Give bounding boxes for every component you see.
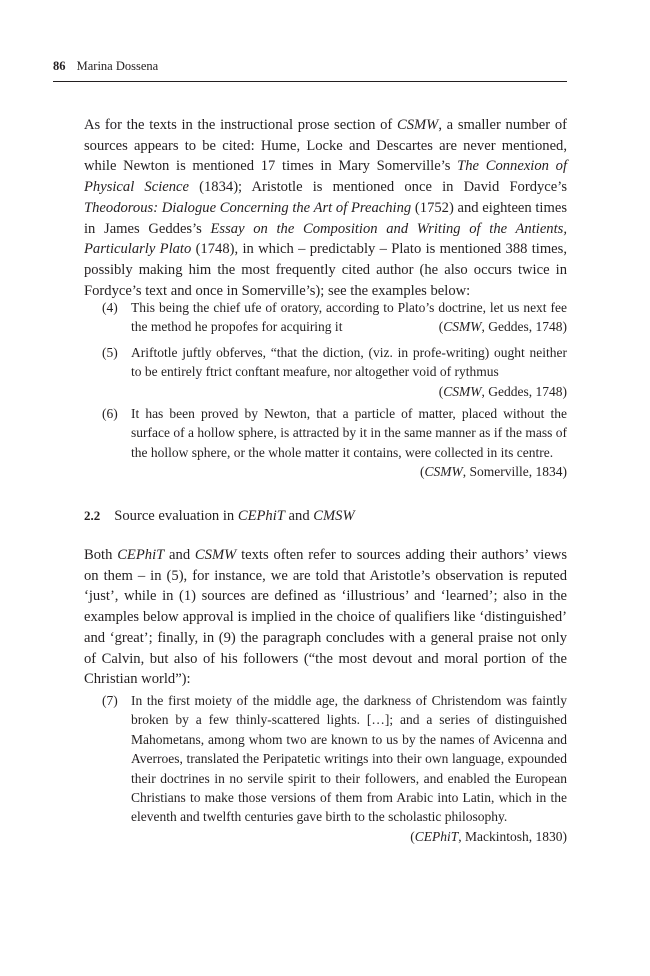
example-number: (6)	[102, 406, 118, 421]
example-citation: (CSMW, Geddes, 1748)	[438, 319, 567, 335]
example-7	[102, 691, 567, 846]
example-5	[102, 343, 567, 401]
running-header	[53, 59, 158, 74]
section-heading: 2.2 Source evaluation in CEPhiT and CMSW	[84, 508, 355, 524]
header-rule	[53, 81, 567, 82]
example-number: (7)	[102, 693, 118, 708]
example-4	[102, 298, 567, 337]
example-number: (5)	[102, 345, 118, 360]
paragraph-source-evaluation: Both CEPhiT and CSMW texts often refer to sources adding their authors’ views on them – in (5), for instance, we are told that Aristotle’s observation is reputed ‘just’, while in (1) sources are defined as ‘illustrious’ and ‘learned’; also in the examples below approval is implied in the choice of qualifiers like ‘distinguished’ and ‘great’; finally, in (9) the paragraph concludes with a general praise not only of Calvin, but also of his followers (“the most devout and moral portion of the Christian world”):	[84, 547, 567, 688]
section-number: 2.2	[84, 508, 101, 523]
example-text: It has been proved by Newton, that a particle of matter, placed without the surface of a hollow sphere, is attracted by it in the same manner as if the mass of the hollow sphere, or the whole matter it contains, were collected in its centre. (CSMW, Somerville, 1834)	[131, 404, 567, 462]
example-text: This being the chief ufe of oratory, according to Plato’s doctrine, let us next fee the method he propofes for acquiring it (CSMW, Geddes, 1748)	[131, 298, 567, 337]
example-text: In the first moiety of the middle age, the darkness of Christendom was faintly broken by a few thinly-scattered lights. […]; and a series of distinguished Mahometans, among whom two are known to us by the names of Avicenna and Averroes, translated the Peripatetic writings into their own language, expounded their doctrines in no servile spirit to their followers, and enabled the European Christians to make those versions of them from Arabic into Latin, which in the eleventh and twelfth centuries gave birth to the scholastic philosophy. (CEPhiT, Mackintosh, 1830)	[131, 691, 567, 827]
example-citation: (CSMW, Geddes, 1748)	[438, 383, 567, 399]
example-citation: (CSMW, Somerville, 1834)	[420, 464, 567, 480]
running-author: Marina Dossena	[76, 59, 159, 73]
page-number: 86	[53, 59, 66, 73]
example-6	[102, 404, 567, 482]
paragraph-instructional-prose: As for the texts in the instructional prose section of CSMW, a smaller number of sources appears to be cited: Hume, Locke and Descartes are never mentioned, while Newton is mentioned 17 times in Mary Somerville’s The Connexion of Physical Science (1834); Aristotle is mentioned once in David Fordyce’s Theodorous: Dialogue Concerning the Art of Preaching (1752) and eighteen times in James Geddes’s Essay on the Composition and Writing of the Antients, Particularly Plato (1748), in which – predictably – Plato is mentioned 388 times, possibly making him the most frequently cited author (he also occurs twice in Fordyce’s text and once in Somerville’s); see the examples below:	[84, 117, 567, 299]
example-citation: (CEPhiT, Mackintosh, 1830)	[410, 828, 567, 844]
example-text: Ariftotle juftly obferves, “that the diction, (viz. in profe-writing) ought neither to be entirely ftrict conftant meafure, nor altogether void of rythmus (CSMW, Geddes, 1748)	[131, 343, 567, 401]
example-number: (4)	[102, 300, 118, 315]
